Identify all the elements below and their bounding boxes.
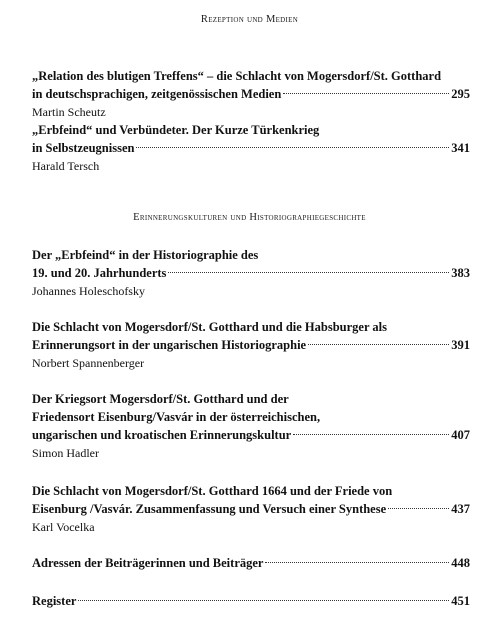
entry-title-line: in Selbstzeugnissen: [32, 141, 135, 155]
page-number: 391: [451, 338, 470, 352]
toc-entry[interactable]: [32, 390, 470, 462]
page-number: 383: [451, 266, 470, 280]
entry-title-line: Der Kriegsort Mogersdorf/St. Gotthard und der: [32, 392, 289, 406]
dot-leader: [78, 600, 449, 601]
entry-author: Karl Vocelka: [32, 520, 95, 534]
entry-title-line: „Relation des blutigen Treffens“ – die Schlacht von Mogersdorf/St. Gotthard: [32, 69, 442, 83]
section-title-rezeption: Rezeption und Medien: [200, 14, 299, 25]
toc-entry[interactable]: [32, 246, 470, 300]
entry-author: Norbert Spannenberger: [32, 356, 145, 370]
entry-title-line: Adressen der Beiträgerinnen und Beiträger: [32, 556, 264, 570]
entry-title-line: Die Schlacht von Mogersdorf/St. Gotthard 1664 und der Friede von: [32, 484, 393, 498]
entry-author: Johannes Holeschofsky: [32, 284, 145, 298]
toc-entry-register[interactable]: [32, 592, 470, 610]
entry-title-line: in deutschsprachigen, zeitgenössischen Medien: [32, 87, 282, 101]
entry-title-line: Der „Erbfeind“ in der Historiographie des: [32, 248, 259, 262]
entry-title-line: Erinnerungsort in der ungarischen Historiographie: [32, 338, 307, 352]
dot-leader: [293, 434, 449, 435]
entry-author: Martin Scheutz: [32, 105, 106, 119]
entry-title-line: Register: [32, 594, 77, 608]
toc-entry[interactable]: [32, 121, 470, 175]
toc-entry[interactable]: [32, 318, 470, 372]
entry-title-line: Friedensort Eisenburg/Vasvár in der österreichischen,: [32, 410, 321, 424]
dot-leader: [136, 147, 449, 148]
entry-title-line: Eisenburg /Vasvár. Zusammenfassung und Versuch einer Synthese: [32, 502, 387, 516]
dot-leader: [265, 562, 449, 563]
entry-title-line: Die Schlacht von Mogersdorf/St. Gotthard und die Habsburger als: [32, 320, 387, 334]
toc-entry[interactable]: [32, 67, 470, 121]
toc-entry[interactable]: [32, 482, 470, 536]
dot-leader: [388, 508, 449, 509]
entry-title-line: ungarischen und kroatischen Erinnerungskultur: [32, 428, 292, 442]
dot-leader: [168, 272, 449, 273]
entry-title-line: „Erbfeind“ und Verbündeter. Der Kurze Türkenkrieg: [32, 123, 320, 137]
entry-author: Harald Tersch: [32, 159, 100, 173]
entry-title-line: 19. und 20. Jahrhunderts: [32, 266, 167, 280]
page-number: 295: [451, 87, 470, 101]
page-number: 437: [451, 502, 470, 516]
page-number: 341: [451, 141, 470, 155]
page-number: 448: [451, 556, 470, 570]
page-number: 451: [451, 594, 470, 608]
toc-entry-addresses[interactable]: [32, 554, 470, 572]
entry-author: Simon Hadler: [32, 446, 99, 460]
page-number: 407: [451, 428, 470, 442]
dot-leader: [308, 344, 449, 345]
section-title-erinnerungskulturen: Erinnerungskulturen und Historiographiegeschichte: [133, 212, 366, 223]
dot-leader: [283, 93, 449, 94]
